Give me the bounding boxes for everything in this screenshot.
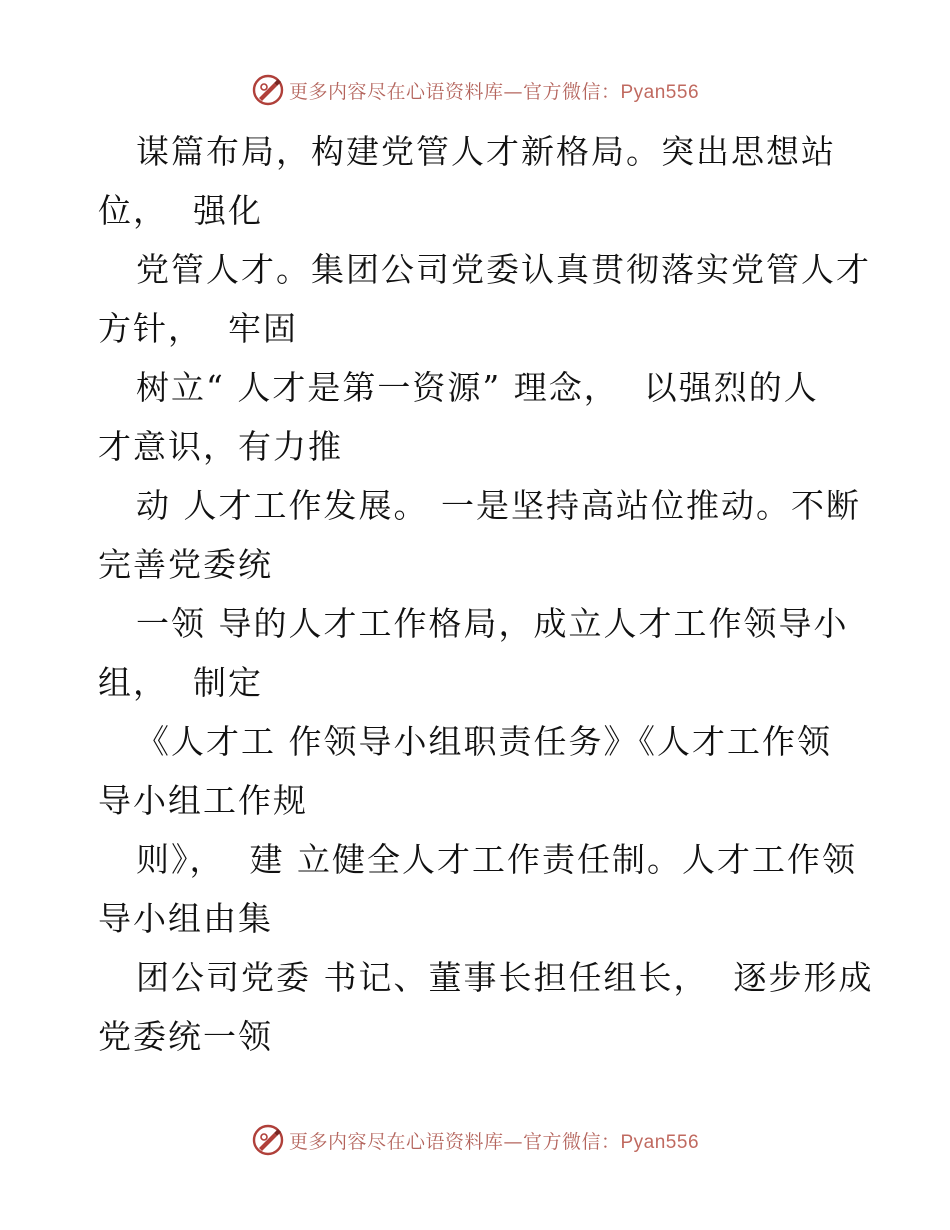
text-line: 《人才工 作领导小组职责任务》《人才工作领 [136,722,832,761]
text-line: 动 人才工作发展。 一是坚持高站位推动。不断 [136,486,861,525]
text-line: 才意识，有力推 [98,427,343,466]
text-line: 组， 制定 [98,663,263,702]
watermark-text: 更多内容尽在心语资料库—官方微信：Pyan556 [288,1130,700,1153]
watermark-wechat-id: Pyan556 [620,81,700,103]
header-watermark [0,70,950,110]
text-line: 党管人才。集团公司党委认真贯彻落实党管人才 [136,250,871,289]
text-line: 党委统一领 [98,1017,273,1056]
watermark-wechat-id: Pyan556 [620,1131,700,1153]
watermark-text: 更多内容尽在心语资料库—官方微信：Pyan556 [288,80,700,103]
text-line: 谋篇布局，构建党管人才新格局。突出思想站 [136,132,836,171]
text-line: 团公司党委 书记、董事长担任组长， 逐步形成 [136,958,874,997]
text-line: 位， 强化 [98,191,263,230]
text-line: 完善党委统 [98,545,273,584]
document-body [98,122,874,1066]
text-line: 则》， 建 立健全人才工作责任制。人才工作领 [136,840,857,879]
text-line: 树立“ 人才是第一资源” 理念， 以强烈的人 [136,368,819,407]
text-line: 方针， 牢固 [98,309,298,348]
text-line: 导小组工作规 [98,781,308,820]
pen-logo-icon [251,1123,285,1157]
pen-logo-icon [251,73,285,107]
text-line: 导小组由集 [98,899,273,938]
footer-watermark [0,1120,950,1160]
text-line: 一领 导的人才工作格局，成立人才工作领导小 [136,604,849,643]
